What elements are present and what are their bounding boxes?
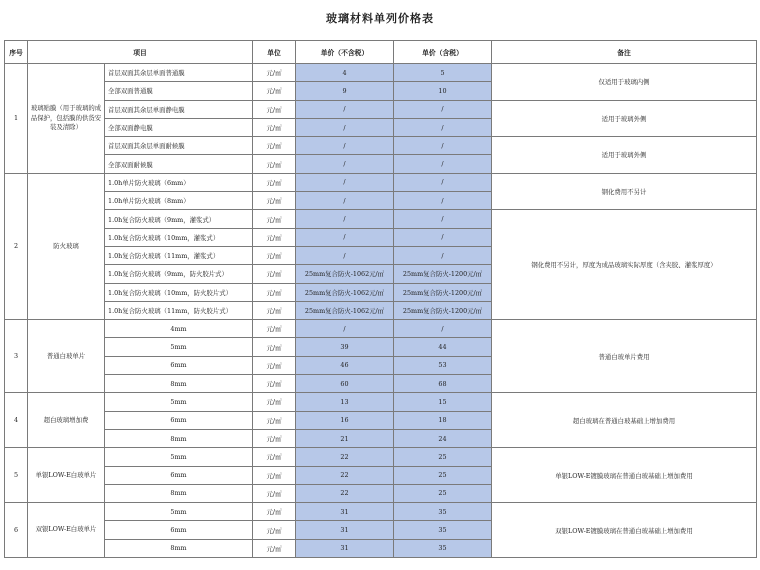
unit-cell: 元/㎡ [253, 393, 296, 411]
price-in-cell: / [394, 320, 492, 338]
price-ex-cell: 4 [296, 64, 394, 82]
group-number: 1 [5, 64, 28, 174]
price-in-cell: / [394, 100, 492, 118]
item-cell: 首层双面其余层单面耐候膜 [105, 137, 253, 155]
unit-cell: 元/㎡ [253, 429, 296, 447]
price-ex-cell: 31 [296, 503, 394, 521]
price-in-cell: 25mm复合防火-1200元/㎡ [394, 283, 492, 301]
note-cell: 钢化费用不另计，厚度为成品玻璃实际厚度（含夹胶、灌浆厚度） [492, 210, 757, 320]
item-cell: 1.0h复合防火玻璃（11mm，防火胶片式） [105, 301, 253, 319]
item-cell: 1.0h单片防火玻璃（6mm） [105, 173, 253, 191]
unit-cell: 元/㎡ [253, 228, 296, 246]
item-cell: 8mm [105, 375, 253, 393]
table-row [5, 320, 757, 338]
unit-cell: 元/㎡ [253, 411, 296, 429]
price-ex-cell: / [296, 192, 394, 210]
note-cell: 适用于玻璃外侧 [492, 137, 757, 174]
price-ex-cell: / [296, 210, 394, 228]
price-in-cell: 25 [394, 448, 492, 466]
price-in-cell: 25mm复合防火-1200元/㎡ [394, 265, 492, 283]
note-cell: 双银LOW-E镀膜玻璃在普通白玻基础上增加费用 [492, 503, 757, 558]
price-in-cell: / [394, 173, 492, 191]
item-cell: 8mm [105, 429, 253, 447]
price-ex-cell: / [296, 118, 394, 136]
note-cell: 普通白玻单片费用 [492, 320, 757, 393]
item-cell: 1.0h复合防火玻璃（10mm，灌浆式） [105, 228, 253, 246]
price-ex-cell: 13 [296, 393, 394, 411]
price-in-cell: 44 [394, 338, 492, 356]
unit-cell: 元/㎡ [253, 155, 296, 173]
price-in-cell: 18 [394, 411, 492, 429]
price-ex-cell: / [296, 137, 394, 155]
header-no: 序号 [5, 41, 28, 64]
unit-cell: 元/㎡ [253, 118, 296, 136]
group-name: 玻璃贴膜（用于玻璃的成品保护，包括膜的供货安装及清除） [28, 64, 105, 174]
unit-cell: 元/㎡ [253, 356, 296, 374]
price-ex-cell: 22 [296, 466, 394, 484]
unit-cell: 元/㎡ [253, 192, 296, 210]
item-cell: 6mm [105, 411, 253, 429]
table-row [5, 64, 757, 82]
item-cell: 5mm [105, 393, 253, 411]
table-row [5, 393, 757, 411]
unit-cell: 元/㎡ [253, 173, 296, 191]
price-in-cell: 24 [394, 429, 492, 447]
item-cell: 5mm [105, 448, 253, 466]
price-in-cell: / [394, 192, 492, 210]
item-cell: 6mm [105, 356, 253, 374]
price-ex-cell: 39 [296, 338, 394, 356]
item-cell: 首层双面其余层单面静电膜 [105, 100, 253, 118]
unit-cell: 元/㎡ [253, 320, 296, 338]
item-cell: 6mm [105, 466, 253, 484]
price-in-cell: 35 [394, 539, 492, 557]
group-name: 超白玻璃增加费 [28, 393, 105, 448]
price-ex-cell: 21 [296, 429, 394, 447]
price-ex-cell: / [296, 173, 394, 191]
group-number: 6 [5, 503, 28, 558]
price-ex-cell: / [296, 246, 394, 264]
price-in-cell: / [394, 246, 492, 264]
header-price-ex: 单价（不含税） [296, 41, 394, 64]
unit-cell: 元/㎡ [253, 466, 296, 484]
page-title: 玻璃材料单列价格表 [326, 12, 434, 25]
price-in-cell: / [394, 210, 492, 228]
unit-cell: 元/㎡ [253, 448, 296, 466]
item-cell: 1.0h单片防火玻璃（8mm） [105, 192, 253, 210]
item-cell: 8mm [105, 484, 253, 502]
price-in-cell: 25 [394, 466, 492, 484]
price-in-cell: / [394, 155, 492, 173]
note-cell: 仅适用于玻璃内侧 [492, 64, 757, 101]
price-ex-cell: 22 [296, 448, 394, 466]
group-number: 3 [5, 320, 28, 393]
unit-cell: 元/㎡ [253, 265, 296, 283]
item-cell: 全部双面耐候膜 [105, 155, 253, 173]
unit-cell: 元/㎡ [253, 375, 296, 393]
unit-cell: 元/㎡ [253, 301, 296, 319]
unit-cell: 元/㎡ [253, 82, 296, 100]
group-number: 2 [5, 173, 28, 319]
price-table [4, 40, 757, 558]
note-cell: 适用于玻璃外侧 [492, 100, 757, 137]
price-ex-cell: 25mm复合防火-1062元/㎡ [296, 283, 394, 301]
item-cell: 8mm [105, 539, 253, 557]
group-name: 普通白玻单片 [28, 320, 105, 393]
unit-cell: 元/㎡ [253, 64, 296, 82]
item-cell: 1.0h复合防火玻璃（9mm，灌浆式） [105, 210, 253, 228]
price-ex-cell: 22 [296, 484, 394, 502]
group-name: 单银LOW-E白玻单片 [28, 448, 105, 503]
item-cell: 全部双面普通膜 [105, 82, 253, 100]
price-ex-cell: / [296, 155, 394, 173]
table-row [5, 137, 757, 155]
unit-cell: 元/㎡ [253, 539, 296, 557]
price-ex-cell: 16 [296, 411, 394, 429]
header-item: 项目 [28, 41, 253, 64]
price-ex-cell: 31 [296, 521, 394, 539]
price-ex-cell: 9 [296, 82, 394, 100]
price-in-cell: 10 [394, 82, 492, 100]
table-row [5, 210, 757, 228]
item-cell: 1.0h复合防火玻璃（11mm，灌浆式） [105, 246, 253, 264]
price-in-cell: / [394, 118, 492, 136]
price-in-cell: / [394, 228, 492, 246]
unit-cell: 元/㎡ [253, 338, 296, 356]
table-row [5, 503, 757, 521]
price-in-cell: 35 [394, 503, 492, 521]
item-cell: 1.0h复合防火玻璃（9mm，防火胶片式） [105, 265, 253, 283]
unit-cell: 元/㎡ [253, 100, 296, 118]
price-ex-cell: / [296, 100, 394, 118]
price-in-cell: / [394, 137, 492, 155]
price-in-cell: 53 [394, 356, 492, 374]
item-cell: 6mm [105, 521, 253, 539]
unit-cell: 元/㎡ [253, 210, 296, 228]
group-number: 5 [5, 448, 28, 503]
item-cell: 全部双面静电膜 [105, 118, 253, 136]
group-number: 4 [5, 393, 28, 448]
item-cell: 5mm [105, 338, 253, 356]
group-name: 双银LOW-E白玻单片 [28, 503, 105, 558]
price-ex-cell: 31 [296, 539, 394, 557]
price-in-cell: 5 [394, 64, 492, 82]
price-in-cell: 25mm复合防火-1200元/㎡ [394, 301, 492, 319]
note-cell: 超白玻璃在普通白玻基础上增加费用 [492, 393, 757, 448]
header-price-in: 单价（含税） [394, 41, 492, 64]
note-cell: 单银LOW-E镀膜玻璃在普通白玻基础上增加费用 [492, 448, 757, 503]
price-ex-cell: / [296, 320, 394, 338]
price-ex-cell: 60 [296, 375, 394, 393]
header-unit: 单位 [253, 41, 296, 64]
price-in-cell: 68 [394, 375, 492, 393]
group-name: 防火玻璃 [28, 173, 105, 319]
unit-cell: 元/㎡ [253, 246, 296, 264]
price-ex-cell: 25mm复合防火-1062元/㎡ [296, 265, 394, 283]
unit-cell: 元/㎡ [253, 503, 296, 521]
unit-cell: 元/㎡ [253, 283, 296, 301]
item-cell: 1.0h复合防火玻璃（10mm，防火胶片式） [105, 283, 253, 301]
unit-cell: 元/㎡ [253, 521, 296, 539]
item-cell: 5mm [105, 503, 253, 521]
item-cell: 首层双面其余层单面普通膜 [105, 64, 253, 82]
header-row [5, 41, 757, 64]
note-cell: 钢化费用不另计 [492, 173, 757, 210]
unit-cell: 元/㎡ [253, 484, 296, 502]
price-ex-cell: / [296, 228, 394, 246]
table-row [5, 448, 757, 466]
price-in-cell: 15 [394, 393, 492, 411]
unit-cell: 元/㎡ [253, 137, 296, 155]
price-ex-cell: 46 [296, 356, 394, 374]
price-in-cell: 35 [394, 521, 492, 539]
item-cell: 4mm [105, 320, 253, 338]
table-row [5, 173, 757, 191]
header-note: 备注 [492, 41, 757, 64]
price-in-cell: 25 [394, 484, 492, 502]
price-ex-cell: 25mm复合防火-1062元/㎡ [296, 301, 394, 319]
table-row [5, 100, 757, 118]
